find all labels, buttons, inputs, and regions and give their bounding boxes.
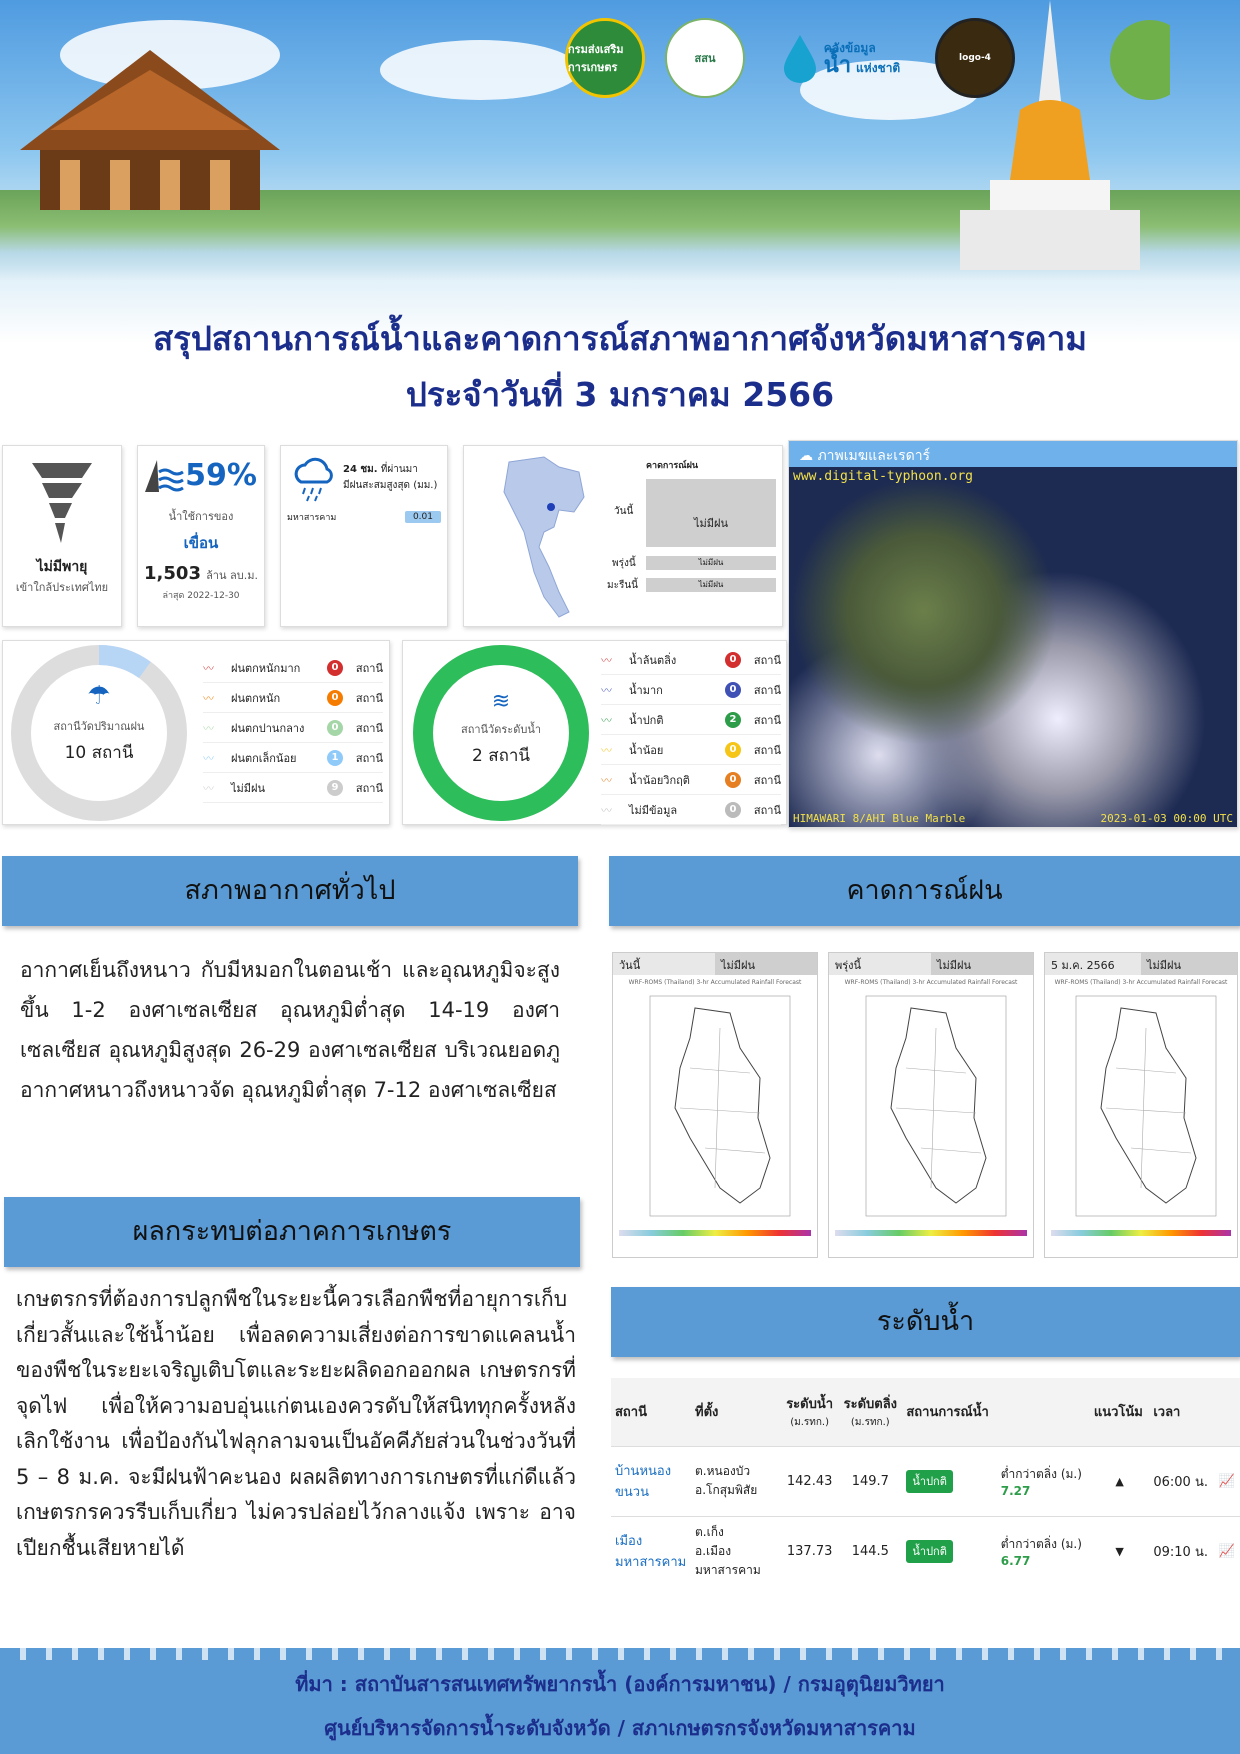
- footer-stripe: [0, 1648, 1240, 1660]
- fourth-logo: logo-4: [935, 18, 1015, 98]
- rain_stations-status-icon: 〰: [203, 781, 214, 795]
- rain_stations-legend-count: 1: [327, 750, 343, 766]
- water_stations-legend-label: น้ำน้อย: [629, 743, 664, 757]
- chart-link-icon[interactable]: 📈: [1215, 1446, 1240, 1516]
- rain-stations-center: [9, 681, 189, 766]
- water_stations-legend-unit: สถานี: [753, 773, 781, 787]
- rain_stations-legend-unit: สถานี: [355, 751, 383, 765]
- rain_stations-legend-row: [203, 743, 383, 773]
- rain-map-title: WRF-ROMS (Thailand) 3-hr Accumulated Rainfall Forecast: [1054, 979, 1228, 986]
- water-level-row: [611, 1516, 1240, 1586]
- col-level: ระดับน้ำ (ม.รทก.): [786, 1397, 834, 1429]
- rain_stations-legend-count: 0: [327, 720, 343, 736]
- rain_stations-legend-row: [203, 713, 383, 743]
- province-outline-map: [836, 988, 1026, 1228]
- rain_stations-legend-unit: สถานี: [355, 781, 383, 795]
- rain-forecast-heading: คาดการณ์ฝน: [609, 856, 1240, 926]
- station-link[interactable]: บ้านหนองขนวน: [615, 1464, 672, 1500]
- logo-text-line3: แห่งชาติ: [856, 61, 901, 75]
- storm-sub: เข้าใกล้ประเทศไทย: [15, 581, 109, 594]
- water_stations-legend-unit: สถานี: [753, 743, 781, 757]
- measure-time: 09:10 น.: [1149, 1516, 1214, 1586]
- rain_stations-legend-unit: สถานี: [355, 721, 383, 735]
- rain-map-panel: [612, 952, 818, 1258]
- water_stations-legend-count: 0: [725, 742, 741, 758]
- water_stations-status-icon: 〰: [601, 773, 612, 787]
- forecast-map-card: [463, 445, 783, 627]
- station-location-2: อ.โกสุมพิสัย: [695, 1483, 758, 1497]
- measure-time: 06:00 น.: [1149, 1446, 1214, 1516]
- dam-updated: ล่าสุด 2022-12-30: [162, 591, 240, 601]
- footer-source-line2: ศูนย์บริหารจัดการน้ำระดับจังหวัด / สภาเกษตรกรจังหวัดมหาสารคาม: [324, 1716, 916, 1740]
- water_stations-legend-unit: สถานี: [753, 803, 781, 817]
- water_stations-status-icon: 〰: [601, 803, 612, 817]
- satellite-header: ☁ ภาพเมฆและเรดาร์: [789, 441, 1237, 467]
- chart-link-icon[interactable]: 📈: [1215, 1516, 1240, 1586]
- hii-logo: สสน: [665, 18, 745, 98]
- rain_stations-legend-count: 0: [327, 660, 343, 676]
- station-location-2: อ.เมือง: [695, 1543, 732, 1558]
- water-level-table: [611, 1378, 1240, 1586]
- doae-logo: กรมส่งเสริมการเกษตร: [565, 18, 645, 98]
- rain-stations-label: สถานีวัดปริมาณฝน: [53, 720, 145, 733]
- rain-stations-count: 10 สถานี: [64, 743, 134, 763]
- water_stations-legend-row: [601, 765, 781, 795]
- below-bank-label: ต่ำกว่าตลิ่ง (ม.): [1000, 1536, 1082, 1551]
- water_stations-legend-unit: สถานี: [753, 713, 781, 727]
- rain_stations-legend-count: 9: [327, 780, 343, 796]
- province-marker: [547, 503, 555, 511]
- water_stations-legend-unit: สถานี: [753, 683, 781, 697]
- rain24-card: [280, 445, 448, 627]
- temple-illustration: [0, 30, 300, 230]
- water-drop-icon: [780, 33, 820, 83]
- forecast-after-value: ไม่มีฝน: [646, 578, 776, 592]
- satellite-caption-left: HIMAWARI 8/AHI Blue Marble: [793, 812, 966, 825]
- dam-unit: ล้าน ลบ.ม.: [206, 569, 258, 582]
- status-badge: น้ำปกติ: [906, 1470, 952, 1493]
- rain24-hours: 24 ชม.: [343, 464, 378, 475]
- water_stations-legend-row: [601, 675, 781, 705]
- bank-level-value: 144.5: [838, 1516, 902, 1586]
- water_stations-legend-label: ไม่มีข้อมูล: [629, 803, 678, 817]
- rain-map-colorbar: [835, 1230, 1027, 1236]
- trend-icon: ▲: [1090, 1446, 1150, 1516]
- col-station: สถานี: [615, 1405, 647, 1421]
- water-level-heading: ระดับน้ำ: [611, 1287, 1240, 1357]
- page-date: ประจำวันที่ 3 มกราคม 2566: [405, 375, 835, 414]
- satellite-image: [789, 467, 1237, 827]
- water-stations-card: [402, 640, 787, 825]
- station-location-1: ต.หนองบัว: [695, 1464, 751, 1478]
- dam-label1: น้ำใช้การของ: [168, 510, 234, 523]
- header-banner: [0, 0, 1240, 430]
- rain-map-panel: [1044, 952, 1238, 1258]
- forecast-title: คาดการณ์ฝน: [646, 461, 699, 471]
- general-weather-heading: สภาพอากาศทั่วไป: [2, 856, 578, 926]
- province-outline-map: [1046, 988, 1236, 1228]
- forecast-after-label: มะรืนนี้: [607, 580, 639, 591]
- water_stations-legend-row: [601, 735, 781, 765]
- rain_stations-legend-row: [203, 773, 383, 803]
- national-water-data-logo: [765, 18, 915, 98]
- forecast-today-label: วันนี้: [614, 506, 634, 517]
- rain-map-colorbar: [619, 1230, 811, 1236]
- forecast-tomorrow-value: ไม่มีฝน: [646, 556, 776, 570]
- water-level-row: [611, 1446, 1240, 1516]
- status-badge: น้ำปกติ: [906, 1540, 952, 1563]
- rain_stations-legend-row: [203, 653, 383, 683]
- storm-label: ไม่มีพายุ: [36, 559, 88, 575]
- water_stations-legend-count: 0: [725, 652, 741, 668]
- bank-level-value: 149.7: [838, 1446, 902, 1516]
- province-outline-map: [620, 988, 810, 1228]
- rain_stations-legend-label: ฝนตกเล็กน้อย: [231, 751, 297, 765]
- col-trend: แนวโน้ม: [1093, 1405, 1143, 1421]
- general-weather-text: อากาศเย็นถึงหนาว กับมีหมอกในตอนเช้า และอุณหภูมิจะสูงขึ้น 1-2 องศาเซลเซียส อุณหภูมิต่ำสุด 14-19 องศาเซลเซียส อุณหภูมิสูงสุด 26-29 องศาเซลเซียส บริเวณยอดภูอากาศหนาวถึงหนาวจัด อุณหภูมิต่ำสุด 7-12 องศาเซลเซียส: [20, 958, 560, 1102]
- rain_stations-status-icon: 〰: [203, 721, 214, 735]
- water-gauge-icon: ≋: [491, 689, 511, 714]
- trend-icon: ▼: [1090, 1516, 1150, 1586]
- rain-map-status: ไม่มีฝน: [715, 953, 817, 975]
- rain_stations-legend-unit: สถานี: [355, 661, 383, 675]
- rain_stations-legend-row: [203, 683, 383, 713]
- dam-volume: 1,503: [144, 563, 201, 584]
- water-stations-label: สถานีวัดระดับน้ำ: [460, 723, 542, 736]
- satellite-title: ภาพเมฆและเรดาร์: [817, 448, 931, 464]
- rain_stations-legend-label: ไม่มีฝน: [231, 781, 265, 795]
- col-time: เวลา: [1153, 1405, 1181, 1421]
- rain-cloud-icon: [289, 454, 339, 502]
- water-level-value: 137.73: [781, 1516, 838, 1586]
- water-level-value: 142.43: [781, 1446, 838, 1516]
- tornado-icon: [27, 458, 97, 548]
- satellite-watermark: www.digital-typhoon.org: [793, 469, 974, 484]
- rain_stations-legend-label: ฝนตกหนัก: [231, 691, 281, 705]
- rain24-label1: ที่ผ่านมา: [380, 464, 418, 475]
- water_stations-legend-label: น้ำล้นตลิ่ง: [629, 653, 677, 667]
- rain_stations-status-icon: 〰: [203, 751, 214, 765]
- water_stations-legend-row: [601, 795, 781, 825]
- water_stations-legend-count: 0: [725, 772, 741, 788]
- rain-map-panel: [828, 952, 1034, 1258]
- water_stations-legend-label: น้ำมาก: [629, 683, 663, 697]
- station-location-3: มหาสารคาม: [695, 1562, 761, 1577]
- umbrella-icon: ☂: [87, 681, 111, 711]
- dam-label2: เขื่อน: [183, 534, 219, 552]
- rain_stations-legend-label: ฝนตกปานกลาง: [231, 721, 305, 735]
- water_stations-legend-count: 0: [725, 682, 741, 698]
- water_stations-legend-unit: สถานี: [753, 653, 781, 667]
- station-location-1: ต.เก็ง: [695, 1524, 724, 1539]
- water_stations-legend-label: น้ำปกติ: [629, 713, 664, 727]
- rain-map-day: วันนี้: [613, 953, 715, 975]
- dam-card: [137, 445, 265, 627]
- water_stations-legend-label: น้ำน้อยวิกฤติ: [629, 773, 690, 787]
- station-link[interactable]: เมืองมหาสารคาม: [615, 1534, 687, 1571]
- rain24-value: 0.01: [405, 511, 441, 523]
- water_stations-legend-row: [601, 645, 781, 675]
- water_stations-legend-count: 0: [725, 802, 741, 818]
- rain-map-status: ไม่มีฝน: [931, 953, 1033, 975]
- rain-map-day: พรุ่งนี้: [829, 953, 931, 975]
- page-title: สรุปสถานการณ์น้ำและคาดการณ์สภาพอากาศจังหวัดมหาสารคาม: [152, 319, 1087, 358]
- agriculture-text: เกษตรกรที่ต้องการปลูกพืชในระยะนี้ควรเลือกพืชที่อายุการเก็บเกี่ยวสั้นและใช้น้ำน้อย เพื่อลดความเสี่ยงต่อการขาดแคลนน้ำของพืชในระยะเจริญเติบโตและระยะผลิดอกออกผล เกษตรกรที่จุดไฟ เพื่อให้ความอบอุ่นแก่ตนเองควรดับให้สนิททุกครั้งหลังเลิกใช้งาน เพื่อป้องกันไฟลุกลามจนเป็นอัคคีภัยส่วนในช่วงวันที่ 5 – 8 ม.ค. จะมีฝนฟ้าคะนอง ผลผลิตทางการเกษตรที่แก่ดีแล้ว เกษตรกรควรรีบเก็บเกี่ยว ไม่ควรปล่อยไว้กลางแจ้ง เพราะ อาจเปียกชื้นเสียหายได้: [16, 1287, 576, 1560]
- forecast-tomorrow-label: พรุ่งนี้: [612, 558, 636, 569]
- logo-text-line2: น้ำ: [823, 53, 852, 78]
- below-bank-label: ต่ำกว่าตลิ่ง (ม.): [1000, 1466, 1082, 1481]
- rain24-province: มหาสารคาม: [287, 513, 337, 523]
- satellite-card: [788, 440, 1238, 828]
- forecast-today-value: ไม่มีฝน: [646, 479, 776, 547]
- rain-map-day: 5 ม.ค. 2566: [1045, 953, 1141, 975]
- satellite-caption-right: 2023-01-03 00:00 UTC: [1100, 812, 1233, 825]
- water_stations-status-icon: 〰: [601, 713, 612, 727]
- rain-stations-legend: [203, 653, 383, 803]
- rain24-label2: มีฝนสะสมสูงสุด (มม.): [343, 480, 438, 491]
- rain-map-title: WRF-ROMS (Thailand) 3-hr Accumulated Rainfall Forecast: [628, 979, 802, 986]
- water-stations-legend: [601, 645, 781, 825]
- partner-logos: [565, 18, 1015, 98]
- rain_stations-legend-count: 0: [327, 690, 343, 706]
- rain_stations-status-icon: 〰: [203, 661, 214, 675]
- water_stations-status-icon: 〰: [601, 683, 612, 697]
- rain-map-status: ไม่มีฝน: [1141, 953, 1237, 975]
- rain_stations-status-icon: 〰: [203, 691, 214, 705]
- thailand-map: [489, 452, 599, 622]
- logo-text-line1: คลังข้อมูล: [823, 41, 876, 55]
- water_stations-legend-count: 2: [725, 712, 741, 728]
- below-bank-value: 6.77: [1000, 1553, 1031, 1568]
- water-stations-count: 2 สถานี: [471, 746, 531, 766]
- agriculture-heading: ผลกระทบต่อภาคการเกษตร: [4, 1197, 580, 1267]
- rain_stations-legend-label: ฝนตกหนักมาก: [231, 661, 301, 675]
- dam-percent: 59%: [185, 458, 257, 493]
- water_stations-status-icon: 〰: [601, 653, 612, 667]
- col-status: สถานการณ์น้ำ: [906, 1405, 989, 1421]
- rain-map-title: WRF-ROMS (Thailand) 3-hr Accumulated Rainfall Forecast: [844, 979, 1018, 986]
- col-location: ที่ตั้ง: [695, 1405, 719, 1421]
- dam-icon: [145, 460, 185, 492]
- col-bank: ระดับตลิ่ง (ม.รทก.): [843, 1397, 898, 1429]
- rain-map-colorbar: [1051, 1230, 1231, 1236]
- water-stations-center: [411, 689, 591, 769]
- water_stations-legend-row: [601, 705, 781, 735]
- rain_stations-legend-unit: สถานี: [355, 691, 383, 705]
- footer-source-line1: ที่มา : สถาบันสารสนเทศทรัพยากรน้ำ (องค์การมหาชน) / กรมอุตุนิยมวิทยา: [295, 1672, 945, 1696]
- rain-stations-card: [2, 640, 390, 825]
- water_stations-status-icon: 〰: [601, 743, 612, 757]
- below-bank-value: 7.27: [1000, 1483, 1031, 1498]
- storm-card: [2, 445, 122, 627]
